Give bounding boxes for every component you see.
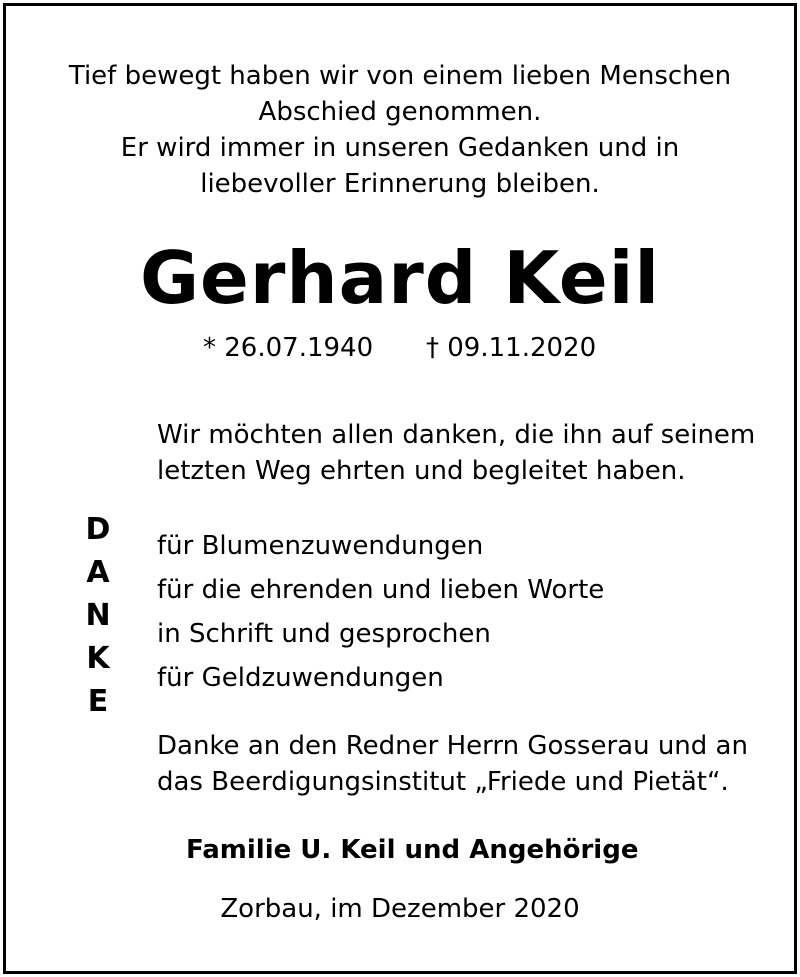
danke-letter: E	[87, 684, 109, 719]
thanks-text	[157, 417, 755, 489]
closing-line: Danke an den Redner Herrn Gosserau und an	[157, 731, 748, 761]
danke-letter: K	[86, 641, 110, 676]
intro-text	[0, 58, 800, 202]
intro-line: Er wird immer in unseren Gedanken und in	[120, 133, 680, 163]
danke-letter: A	[86, 555, 110, 590]
list-item: für Blumenzuwendungen	[157, 531, 484, 561]
death-date: † 09.11.2020	[426, 333, 597, 363]
thanks-line: letzten Weg ehrten und begleitet haben.	[157, 456, 686, 486]
list-item: für die ehrenden und lieben Worte	[157, 575, 605, 605]
intro-line: liebevoller Erinnerung bleiben.	[200, 169, 600, 199]
thanks-list	[157, 528, 604, 704]
closing-text	[157, 728, 748, 800]
danke-letter: D	[85, 512, 111, 547]
danke-letter: N	[85, 598, 111, 633]
thanks-line: Wir möchten allen danken, die ihn auf seinem	[157, 420, 756, 450]
intro-line: Tief bewegt haben wir von einem lieben Menschen	[68, 61, 732, 91]
deceased-name: Gerhard Keil	[139, 236, 661, 320]
family-signature: Familie U. Keil und Angehörige	[186, 835, 639, 865]
intro-line: Abschied genommen.	[258, 97, 542, 127]
birth-date: * 26.07.1940	[203, 333, 374, 363]
list-item: für Geldzuwendungen	[157, 663, 444, 693]
list-item: in Schrift und gesprochen	[157, 619, 491, 649]
place-date: Zorbau, im Dezember 2020	[220, 894, 580, 924]
closing-line: das Beerdigungsinstitut „Friede und Pietät“.	[157, 767, 729, 797]
danke-vertical-word	[78, 508, 118, 723]
